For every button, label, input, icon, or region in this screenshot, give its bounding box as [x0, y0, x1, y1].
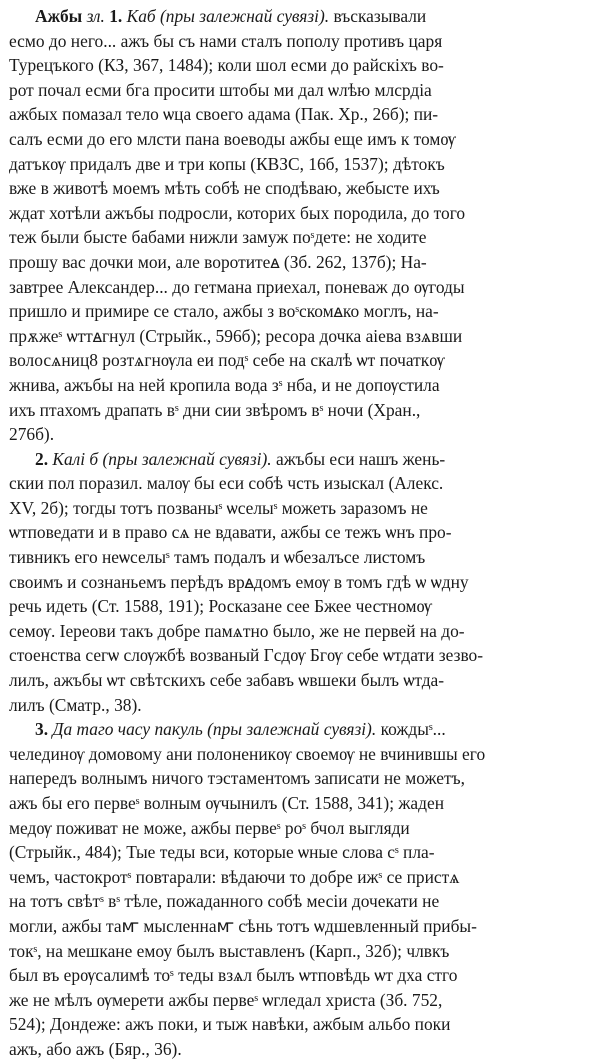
text-line: токˢ, на мешкане емоу былъ выставленъ (Карп., 32б); члвкъ	[9, 940, 450, 961]
sense-3-line-0	[9, 717, 592, 742]
sense-3	[9, 717, 592, 1061]
text-line: напередъ волнымъ ничого тэстаментомъ записати не можетъ,	[9, 768, 465, 789]
text-line: волосѧниц8 розтѧгнѹла еи подˢ себе на скалѣ ѡт початкѹ	[9, 350, 445, 371]
text-line: тивникъ его неѡселыˢ тамъ подалъ и ѡбезалъсе листомъ	[9, 547, 426, 568]
text-line: XV, 2б); тогды тотъ позваныˢ ѡселыˢ можеть заразомъ не	[9, 497, 428, 518]
text-line: челединѹ домовому ани полоненикѹ своемѹ не вчинившы его	[9, 743, 486, 764]
text-line: ажъ бы его первеˢ волным ѹчынилъ (Ст. 1588, 341); жаден	[9, 793, 445, 813]
sense-3-gloss: Да таго часу пакуль (пры залежнай сувязі).	[52, 719, 377, 740]
text-line: 276б).	[9, 424, 55, 445]
text-line: вже в животѣ моемъ мѣть собѣ не сподѣваю, жебысте ихъ	[9, 178, 440, 199]
sense-2-gloss: Калі б (пры залежнай сувязі).	[52, 448, 272, 469]
text-line: ажбых помазал тело ѡца своего адама (Пак. Хр., 26б); пи-	[9, 104, 439, 125]
text-line: могли, ажбы таꙧ мысленнаꙧ сѣнь тотъ ѡдшевленный прибы-	[9, 915, 477, 936]
text-line: теж были бысте бабами нижли замуж поˢдете: не ходите	[9, 227, 427, 248]
text-line: прѫжеˢ ѡттꙙгнул (Стрыйк., 596б); ресора дочка аіева взѧвши	[9, 325, 463, 346]
text-line: стоенства сегѡ слѹжбѣ возваный Гсдѹ Бгѹ себе ѡтдати зезво-	[9, 645, 484, 666]
text-line: семѹ. Іереови такъ добре памѧтно было, же не первей на до-	[9, 620, 465, 641]
sense-2-text: ажъбы еси нашъ жень-	[275, 448, 446, 469]
text-line: на тотъ свѣтˢ вˢ тѣле, пожаданного собѣ месіи дочекати не	[9, 891, 440, 912]
headword: Ажбы	[35, 6, 83, 26]
text-line: есмо до него... ажъ бы съ нами сталъ пополу противъ царя	[9, 30, 443, 51]
text-line: рот почал есми бга просити штобы ми дал ѡлѣю млсрдіа	[9, 79, 432, 100]
text-line: был въ ерѹсалимѣ тоˢ теды взѧл былъ ѡтповѣдь ѡт дха стго	[9, 965, 458, 986]
text-line: чемъ, частокротˢ повтарали: вѣдаючи то добре ижˢ се пристѧ	[9, 866, 460, 887]
text-line: скии пол поразил. малѹ бы еси собѣ чсть изыскал (Алекс.	[9, 473, 444, 494]
text-line: 524); Дондеже: ажъ поки, и тыж навѣки, ажбым альбо поки	[9, 1014, 451, 1035]
sense-2-line-0	[9, 447, 592, 472]
text-line: прошу вас дочки мои, але воротитеꙙ (Зб. 262, 137б); На-	[9, 251, 427, 272]
text-line: ѡтповедати и в право сѧ не вдавати, ажбы се тежъ ѡнъ про-	[9, 522, 452, 543]
text-line: завтрее Александер... до гетмана приехал, поневаж до ѹгоды	[9, 276, 465, 297]
sense-1-number: 1.	[109, 6, 123, 26]
sense-2	[9, 447, 592, 718]
sense-3-text: кождыˢ...	[380, 719, 446, 740]
text-line: лилъ (Сматр., 38).	[9, 694, 142, 715]
sense-1-text: въсказывали	[333, 6, 427, 26]
text-line: речь идеть (Ст. 1588, 191); Росказане сее Бжее честномѹ	[9, 596, 432, 617]
sense-3-number: 3.	[35, 719, 49, 740]
sense-1-gloss: Каб (пры залежнай сувязі).	[126, 6, 330, 26]
sense-2-number: 2.	[35, 448, 49, 469]
sense-1-line-0	[9, 4, 592, 29]
text-line: же не мѣлъ ѹмерети ажбы первеˢ ѡгледал христа (Зб. 752,	[9, 989, 443, 1010]
text-line: (Стрыйк., 484); Тые теды вси, которые ѡные слова сˢ пла-	[9, 842, 435, 863]
text-line: пришло и примире се стало, ажбы з воˢскомꙙко моглъ, на-	[9, 301, 439, 322]
part-of-speech: зл.	[86, 6, 105, 26]
text-line: Турецъкого (КЗ, 367, 1484); коли шол есми до райскіхъ во-	[9, 55, 444, 76]
text-line: жнива, ажъбы на ней кропила вода зˢ нба, и не допѹстила	[9, 374, 440, 395]
text-line: ажъ, або ажъ (Бяр., 36).	[9, 1038, 182, 1059]
text-line: ихъ птахомъ драпать вˢ дни сии звѣромъ вˢ ночи (Хран.,	[9, 399, 421, 420]
text-line: ждат хотѣли ажъбы подросли, которих бых породила, до того	[9, 202, 466, 223]
text-line: салъ есми до его млсти пана воеводы ажбы еще имъ к томѹ	[9, 128, 456, 149]
text-line: медѹ поживат не може, ажбы первеˢ роˢ бчол выгляди	[9, 817, 410, 838]
text-line: лилъ, ажъбы ѡт свѣтскихъ себе забавъ ѡвшеки былъ ѡтда-	[9, 670, 445, 691]
text-line: своимъ и сознаньемъ перѣдъ врꙙдомъ емѹ в томъ гдѣ ѡ ѡдну	[9, 571, 469, 592]
text-line: датъкѹ придалъ две и три копы (КВЗС, 16б, 1537); дѣтокъ	[9, 153, 445, 174]
sense-1	[9, 4, 592, 447]
